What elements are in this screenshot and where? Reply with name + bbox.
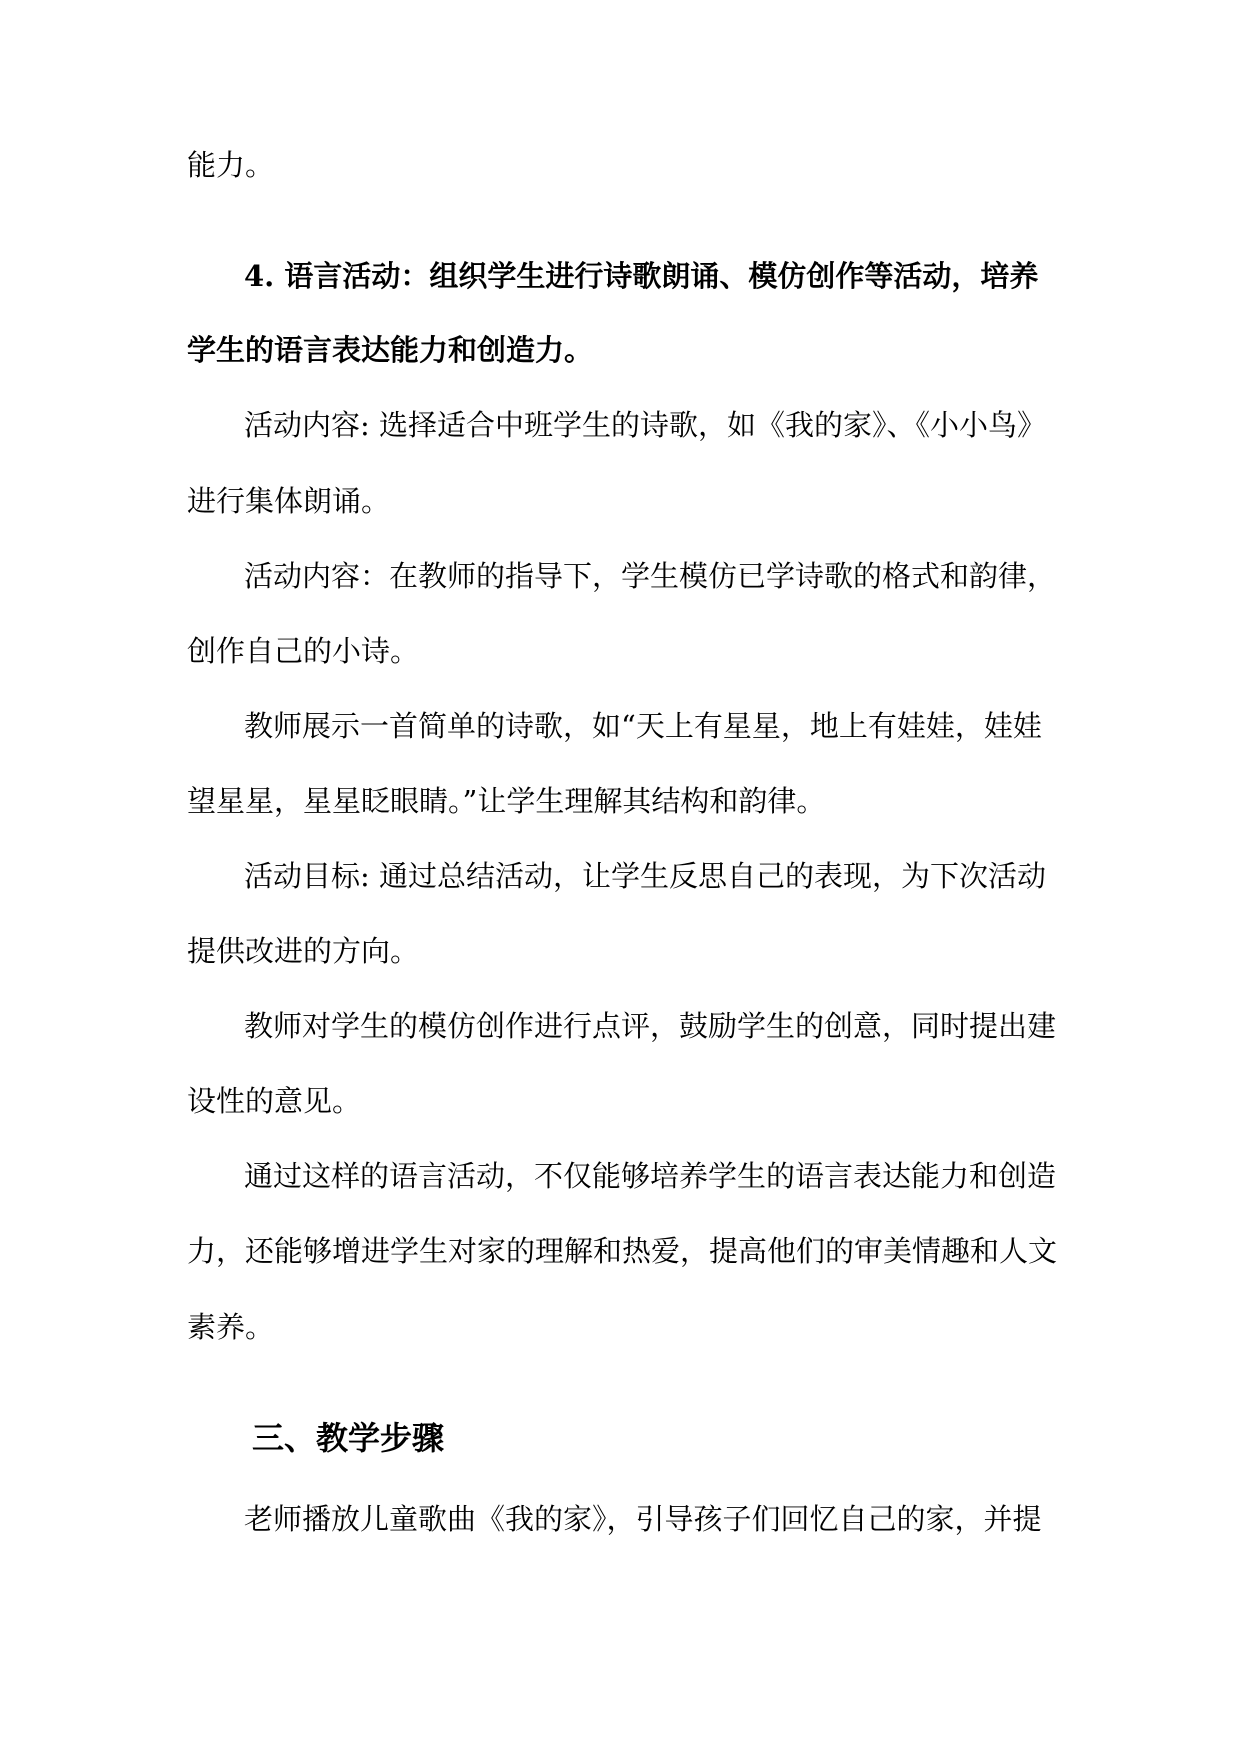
paragraph-line: 设性的意见。 <box>187 1084 362 1118</box>
paragraph-line: 老师播放儿童歌曲《我的家》，引导孩子们回忆自己的家，并提 <box>244 1502 1042 1536</box>
paragraph-line: 教师展示一首简单的诗歌，如“天上有星星，地上有娃娃，娃娃 <box>244 709 1042 743</box>
bold-item-line: 4. 语言活动：组织学生进行诗歌朗诵、模仿创作等活动，培养 <box>244 259 1039 293</box>
paragraph-line: 活动内容: 选择适合中班学生的诗歌，如《我的家》、《小小鸟》 <box>244 408 1046 442</box>
paragraph-line: 创作自己的小诗。 <box>187 634 420 668</box>
paragraph-line: 进行集体朗诵。 <box>187 484 391 518</box>
paragraph-line: 活动目标: 通过总结活动，让学生反思自己的表现，为下次活动 <box>244 859 1046 893</box>
paragraph-line: 教师对学生的模仿创作进行点评，鼓励学生的创意，同时提出建 <box>244 1009 1057 1043</box>
paragraph-line: 通过这样的语言活动，不仅能够培养学生的语言表达能力和创造 <box>244 1159 1057 1193</box>
section-heading: 三、教学步骤 <box>252 1419 445 1457</box>
paragraph-line: 素养。 <box>187 1310 275 1344</box>
paragraph-line: 力，还能够增进学生对家的理解和热爱，提高他们的审美情趣和人文 <box>187 1234 1058 1268</box>
paragraph-line: 提供改进的方向。 <box>187 934 420 968</box>
paragraph-line: 活动内容：在教师的指导下，学生模仿已学诗歌的格式和韵律， <box>244 559 1057 593</box>
paragraph-line: 望星星，星星眨眼睛。”让学生理解其结构和韵律。 <box>187 784 826 818</box>
bold-item-line: 学生的语言表达能力和创造力。 <box>187 333 594 367</box>
paragraph-line: 能力。 <box>187 148 275 182</box>
